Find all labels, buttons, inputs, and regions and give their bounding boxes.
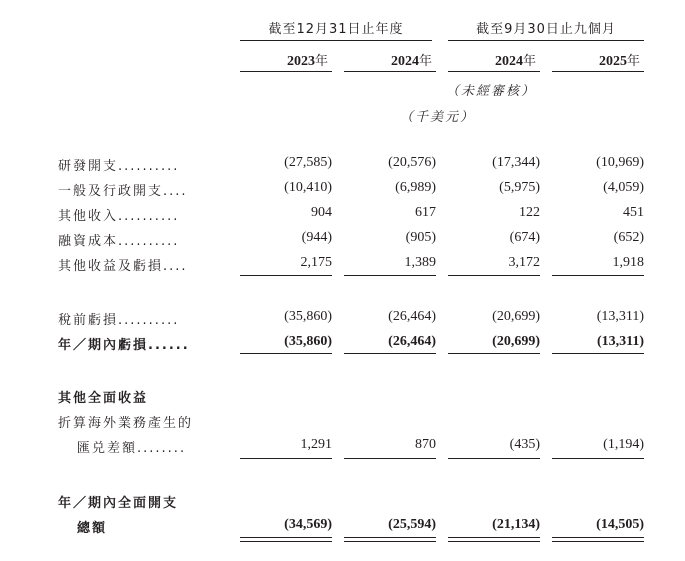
row-label-other-income: 其他收入..........	[58, 209, 180, 224]
cell: 617	[415, 205, 436, 220]
subtotal-rule	[448, 275, 540, 276]
row-label-loss-before-tax: 稅前虧損..........	[58, 313, 180, 328]
row-label-finance-cost: 融資成本..........	[58, 234, 180, 249]
cell: 1,918	[612, 255, 644, 270]
cell: (35,860)	[284, 334, 332, 349]
cell: (435)	[509, 437, 540, 452]
oci-rule	[448, 458, 540, 459]
cell: (652)	[613, 230, 644, 245]
cell: (34,569)	[284, 517, 332, 532]
row-label-other-gains: 其他收益及虧損....	[58, 259, 188, 274]
header-nine-month: 截至9月30日止九個月	[476, 22, 616, 37]
total-double-rule	[344, 537, 436, 542]
cell: (6,989)	[395, 180, 436, 195]
cell: (674)	[509, 230, 540, 245]
subtotal-rule	[240, 275, 332, 276]
cell: (13,311)	[596, 334, 644, 349]
cell: (20,699)	[492, 334, 540, 349]
cell: 870	[415, 437, 436, 452]
unaudited-note: （未經審核）	[446, 84, 537, 99]
unit-note: （千美元）	[400, 110, 476, 125]
cell: (17,344)	[492, 155, 540, 170]
cell: 904	[311, 205, 332, 220]
cell: (4,059)	[603, 180, 644, 195]
cell: (35,860)	[284, 309, 332, 324]
oci-heading: 其他全面收益	[58, 391, 149, 406]
total-double-rule	[240, 537, 332, 542]
cell: (14,505)	[596, 517, 644, 532]
loss-rule	[344, 353, 436, 354]
cell: (13,311)	[596, 309, 644, 324]
row-label-ga: 一般及行政開支....	[58, 184, 188, 199]
oci-rule	[552, 458, 644, 459]
cell: 1,389	[404, 255, 436, 270]
cell: (905)	[405, 230, 436, 245]
year-rule-3	[448, 71, 540, 72]
total-double-rule	[552, 537, 644, 542]
year-header-1: 2023年	[286, 54, 328, 69]
row-label-rd: 研發開支..........	[58, 159, 180, 174]
cell: (1,194)	[603, 437, 644, 452]
cell: (20,699)	[492, 309, 540, 324]
year-header-4: 2025年	[598, 54, 640, 69]
cell: (10,969)	[596, 155, 644, 170]
cell: (5,975)	[499, 180, 540, 195]
cell: (26,464)	[388, 309, 436, 324]
cell: (10,410)	[284, 180, 332, 195]
year-rule-2	[344, 71, 436, 72]
year-header-2: 2024年	[390, 54, 432, 69]
loss-rule	[240, 353, 332, 354]
header-annual-rule	[240, 40, 432, 41]
oci-line2: 匯兑差額........	[77, 441, 187, 456]
header-nine-month-rule	[448, 40, 644, 41]
cell: 451	[623, 205, 644, 220]
cell: (21,134)	[492, 517, 540, 532]
total-double-rule	[448, 537, 540, 542]
oci-line1: 折算海外業務產生的	[58, 416, 194, 431]
row-label-loss-for-period: 年／期內虧損......	[58, 338, 190, 353]
cell: 3,172	[508, 255, 540, 270]
header-annual: 截至12月31日止年度	[268, 22, 404, 37]
year-rule-1	[240, 71, 332, 72]
cell: (25,594)	[388, 517, 436, 532]
oci-rule	[344, 458, 436, 459]
loss-rule	[552, 353, 644, 354]
cell: 122	[519, 205, 540, 220]
subtotal-rule	[552, 275, 644, 276]
cell: 2,175	[300, 255, 332, 270]
year-rule-4	[552, 71, 644, 72]
cell: (26,464)	[388, 334, 436, 349]
total-line1: 年／期內全面開支	[58, 496, 179, 511]
year-header-3: 2024年	[494, 54, 536, 69]
total-line2: 總額	[77, 521, 108, 536]
cell: (27,585)	[284, 155, 332, 170]
cell: (20,576)	[388, 155, 436, 170]
loss-rule	[448, 353, 540, 354]
cell: (944)	[301, 230, 332, 245]
cell: 1,291	[300, 437, 332, 452]
subtotal-rule	[344, 275, 436, 276]
oci-rule	[240, 458, 332, 459]
